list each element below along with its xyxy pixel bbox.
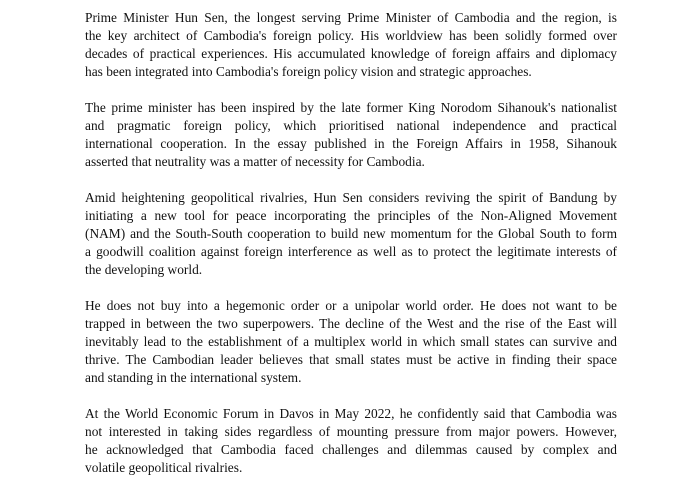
text-line: he acknowledged that Cambodia faced challenges and dilemmas caused by complex and	[85, 442, 617, 457]
paragraph-3	[85, 189, 617, 279]
text-line: trapped in between the two superpowers. The decline of the West and the rise of the East will	[85, 316, 617, 331]
text-line: the developing world.	[85, 262, 203, 277]
text-line: international cooperation. In the essay published in the Foreign Affairs in 1958, Sihanouk	[85, 136, 617, 151]
paragraph-1	[85, 9, 617, 81]
text-line: has been integrated into Cambodia's foreign policy vision and strategic approaches.	[85, 64, 532, 79]
text-line: asserted that neutrality was a matter of necessity for Cambodia.	[85, 154, 425, 169]
text-line: a goodwill coalition against foreign interference as well as to protect the legitimate interests of	[85, 244, 617, 259]
text-line: (NAM) and the South-South cooperation to build new momentum for the Global South to form	[85, 226, 617, 241]
paragraph-2	[85, 99, 617, 171]
document-body	[85, 9, 617, 495]
text-line: and standing in the international system.	[85, 370, 302, 385]
text-line: not interested in taking sides regardless of mounting pressure from major powers. However,	[85, 424, 617, 439]
text-line: and pragmatic foreign policy, which prioritised national independence and practical	[85, 118, 617, 133]
text-line: Amid heightening geopolitical rivalries, Hun Sen considers reviving the spirit of Bandung by	[85, 190, 617, 205]
text-line: The prime minister has been inspired by the late former King Norodom Sihanouk's nationalist	[85, 100, 617, 115]
text-line: thrive. The Cambodian leader believes that small states must be active in finding their space	[85, 352, 617, 367]
text-line: Prime Minister Hun Sen, the longest serving Prime Minister of Cambodia and the region, is	[85, 10, 617, 25]
text-line: decades of practical experiences. His accumulated knowledge of foreign affairs and diplomacy	[85, 46, 617, 61]
text-line: inevitably lead to the establishment of a multiplex world in which small states can survive and	[85, 334, 617, 349]
text-line: volatile geopolitical rivalries.	[85, 460, 243, 475]
text-line: the key architect of Cambodia's foreign policy. His worldview has been solidly formed over	[85, 28, 617, 43]
paragraph-4	[85, 297, 617, 387]
text-line: He does not buy into a hegemonic order or a unipolar world order. He does not want to be	[85, 298, 617, 313]
paragraph-5	[85, 405, 617, 477]
text-line: At the World Economic Forum in Davos in May 2022, he confidently said that Cambodia was	[85, 406, 617, 421]
text-line: initiating a new tool for peace incorporating the principles of the Non-Aligned Movement	[85, 208, 617, 223]
